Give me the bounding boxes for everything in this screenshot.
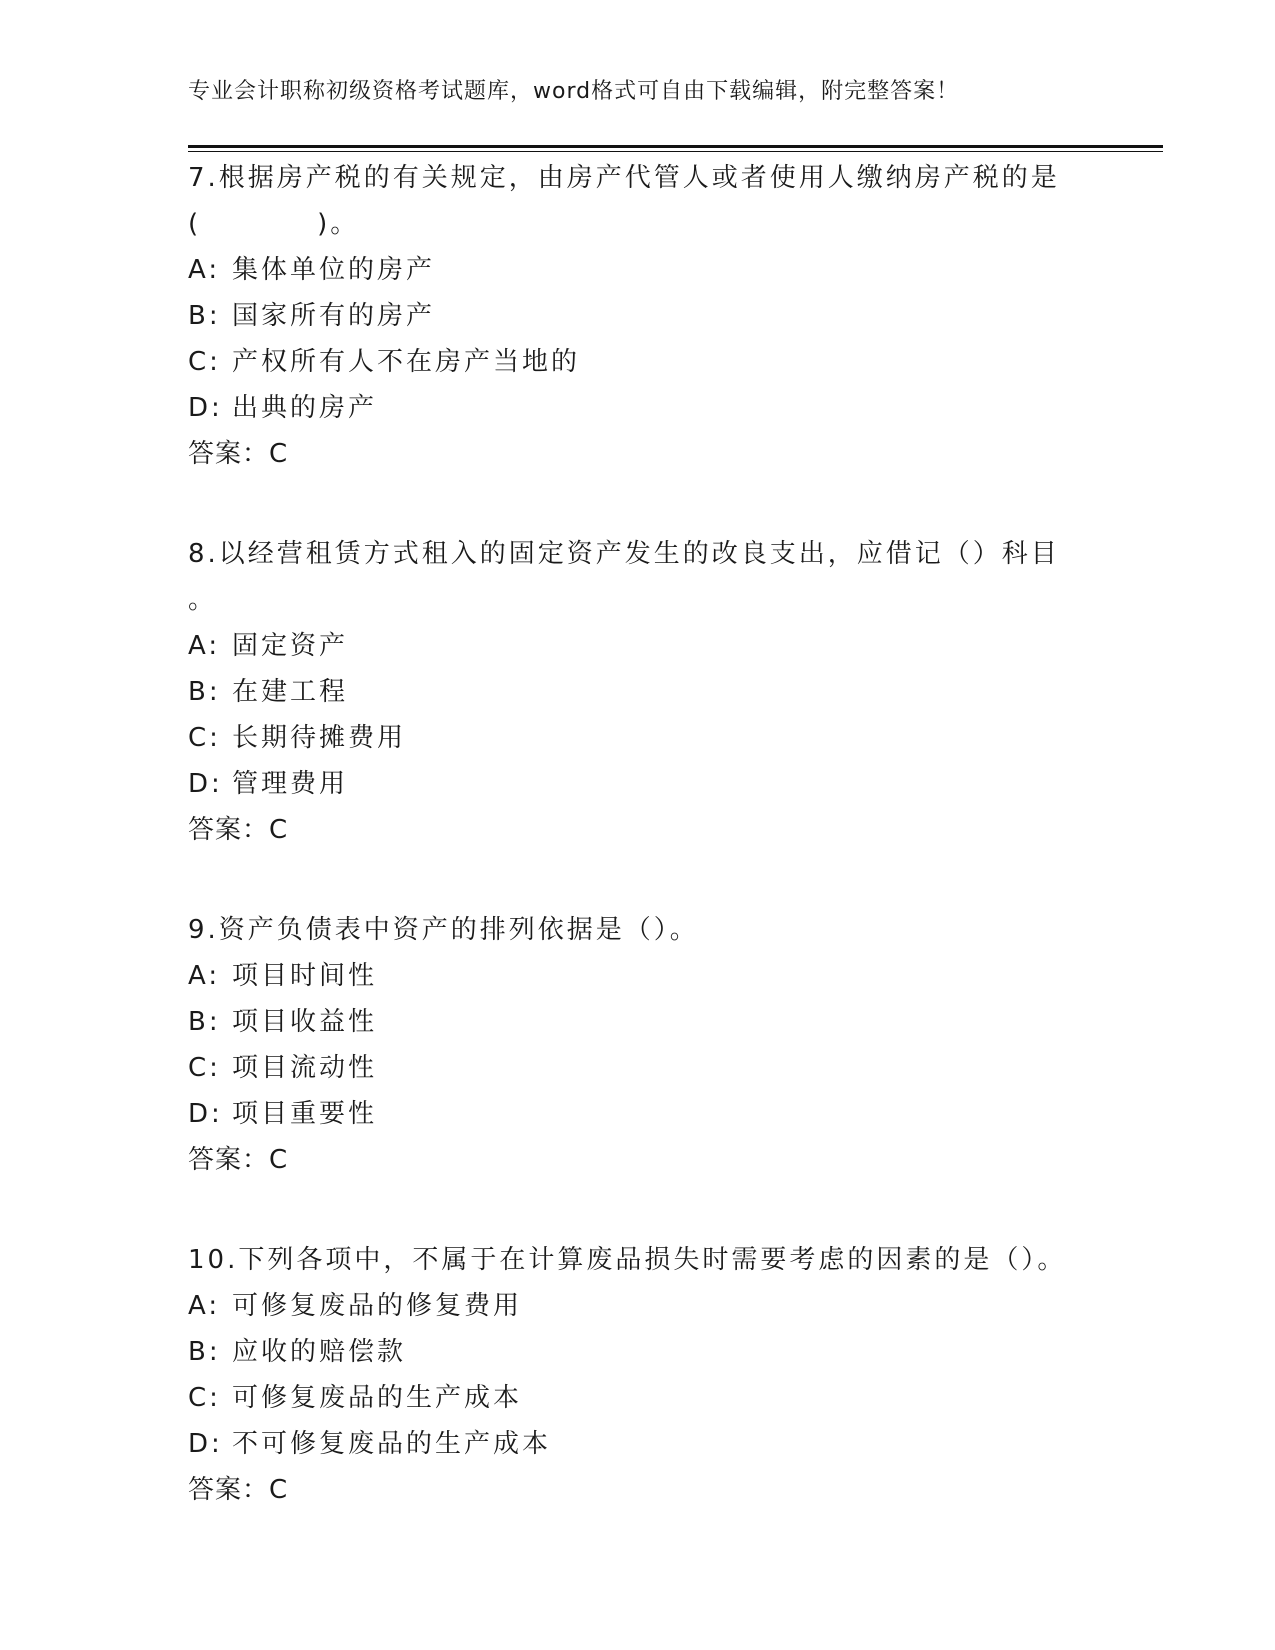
option-d <box>188 761 1088 807</box>
option-d <box>188 1091 1088 1137</box>
option-text: 可修复废品的生产成本 <box>232 1383 523 1413</box>
option-text: 项目流动性 <box>232 1053 378 1083</box>
answer: 答案：C <box>188 439 289 469</box>
question-text-continued: ( )。 <box>188 209 360 239</box>
option-letter: A: <box>188 1291 221 1321</box>
option-c <box>188 1375 1088 1421</box>
option-letter: B: <box>188 677 221 707</box>
option-letter: D: <box>188 769 223 799</box>
option-letter: C: <box>188 347 221 377</box>
option-a <box>188 953 1088 999</box>
question-8 <box>188 531 1088 853</box>
option-letter: D: <box>188 1429 223 1459</box>
answer: 答案：C <box>188 1475 289 1505</box>
answer: 答案：C <box>188 1145 289 1175</box>
option-letter: A: <box>188 961 221 991</box>
option-text: 项目重要性 <box>232 1099 378 1129</box>
page-header: 专业会计职称初级资格考试题库，word格式可自由下载编辑，附完整答案！ <box>188 79 960 104</box>
option-text: 可修复废品的修复费用 <box>232 1291 523 1321</box>
option-letter: B: <box>188 1337 221 1367</box>
option-text: 不可修复废品的生产成本 <box>232 1429 552 1459</box>
question-text: 9.资产负债表中资产的排列依据是（）。 <box>188 915 699 945</box>
option-a <box>188 1283 1088 1329</box>
option-text: 管理费用 <box>232 769 349 799</box>
question-text: 10.下列各项中，不属于在计算废品损失时需要考虑的因素的是（）。 <box>188 1245 1067 1275</box>
option-a <box>188 247 1088 293</box>
question-text: 8.以经营租赁方式租入的固定资产发生的改良支出，应借记（）科目 <box>188 539 1060 569</box>
option-b <box>188 669 1088 715</box>
header-divider <box>188 145 1163 152</box>
option-b <box>188 999 1088 1045</box>
option-letter: D: <box>188 393 223 423</box>
option-text: 集体单位的房产 <box>232 255 436 285</box>
question-text-continued: 。 <box>188 585 218 615</box>
option-letter: C: <box>188 1383 221 1413</box>
question-7 <box>188 155 1088 477</box>
option-c <box>188 715 1088 761</box>
option-letter: D: <box>188 1099 223 1129</box>
option-text: 在建工程 <box>232 677 349 707</box>
question-text: 7.根据房产税的有关规定，由房产代管人或者使用人缴纳房产税的是 <box>188 163 1060 193</box>
option-text: 项目收益性 <box>232 1007 378 1037</box>
option-letter: A: <box>188 631 221 661</box>
option-letter: A: <box>188 255 221 285</box>
option-c <box>188 1045 1088 1091</box>
option-b <box>188 293 1088 339</box>
answer: 答案：C <box>188 815 289 845</box>
option-text: 国家所有的房产 <box>232 301 436 331</box>
option-b <box>188 1329 1088 1375</box>
question-list <box>188 155 1088 1567</box>
option-text: 产权所有人不在房产当地的 <box>232 347 581 377</box>
option-text: 固定资产 <box>232 631 349 661</box>
option-letter: C: <box>188 1053 221 1083</box>
option-text: 长期待摊费用 <box>232 723 407 753</box>
option-text: 项目时间性 <box>232 961 378 991</box>
question-9 <box>188 907 1088 1183</box>
option-letter: B: <box>188 301 221 331</box>
option-text: 应收的赔偿款 <box>232 1337 407 1367</box>
option-letter: C: <box>188 723 221 753</box>
option-text: 出典的房产 <box>232 393 378 423</box>
option-a <box>188 623 1088 669</box>
option-d <box>188 385 1088 431</box>
question-10 <box>188 1237 1088 1513</box>
option-letter: B: <box>188 1007 221 1037</box>
option-d <box>188 1421 1088 1467</box>
option-c <box>188 339 1088 385</box>
